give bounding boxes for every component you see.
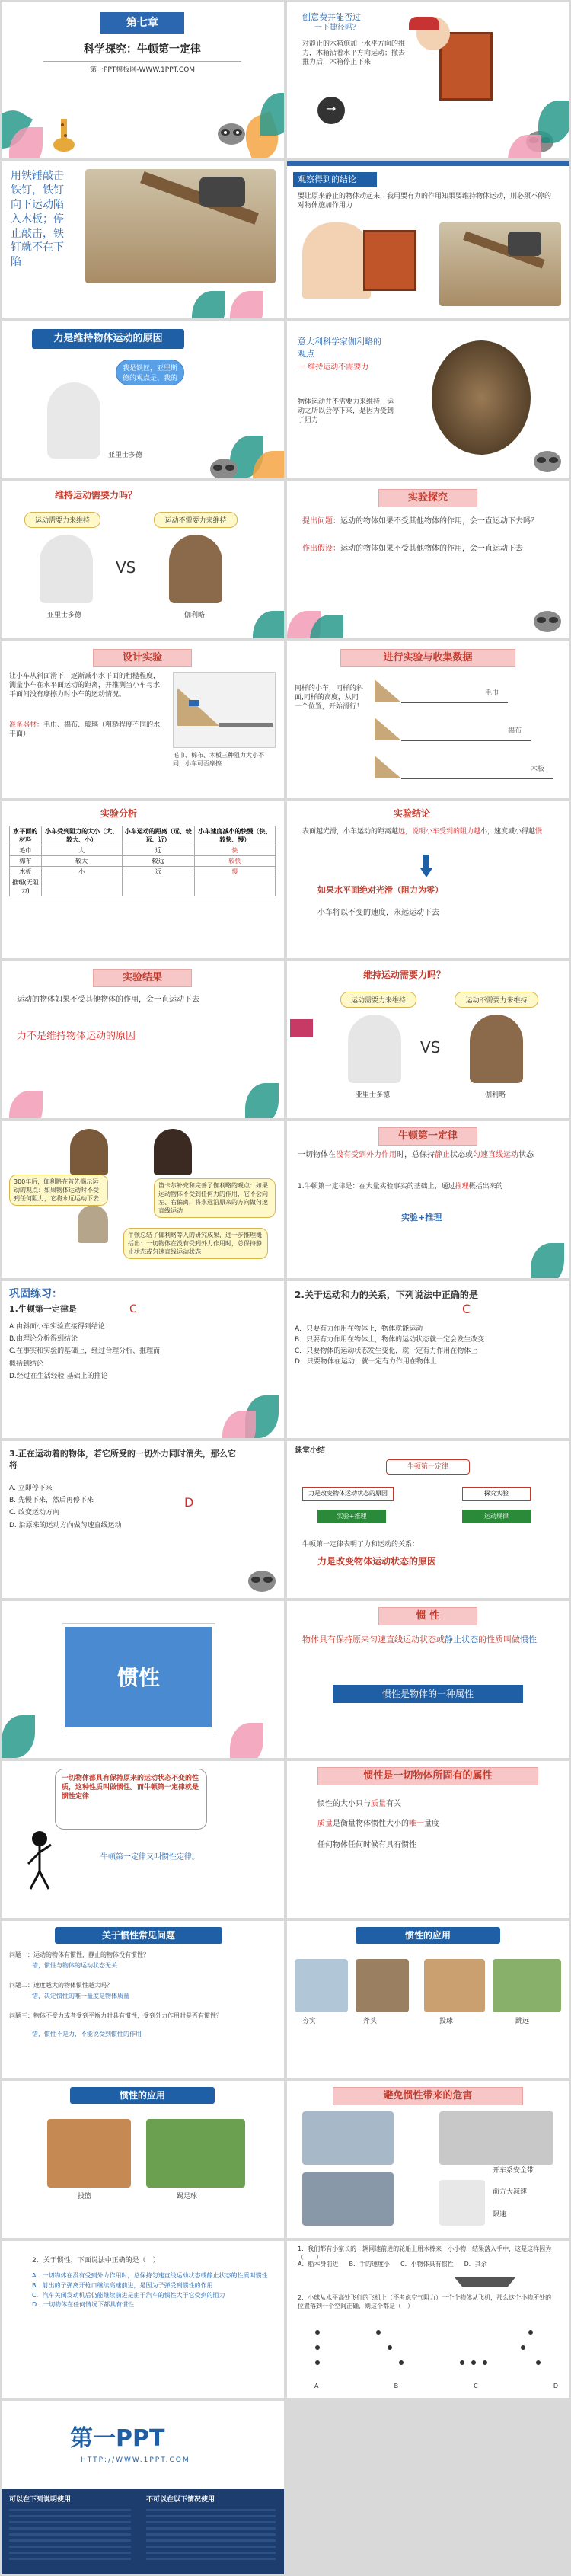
note-part-4: 概括出来的 [468,1183,503,1191]
caption-2: 前方大减速 [493,2188,528,2196]
center-node: 牛顿第一定律 [386,1459,470,1475]
bubble-galileo: 300年后，伽利略在首先揭示运动的观点：如果物体运动时不受到任何阻力，它将永远运动下去 [9,1175,108,1206]
option-c[interactable]: C．小物体具有惯性 [400,2261,454,2268]
label-hypothesis: 作出假设： [302,545,340,553]
section-bar: 实验结果 [93,969,192,987]
table-cell: 慢 [194,867,275,877]
slide-analysis-table[interactable] [2,801,284,958]
section-bar: 避免惯性带来的危害 [333,2087,523,2105]
photo-throw [424,1959,485,2012]
galileo-portrait [70,1129,108,1175]
speed-sign [439,2180,485,2226]
table-cell: 远 [122,867,194,877]
highlight: 力不是维持物体运动的原因 [17,1031,136,1042]
table-cell: 毛巾 [10,845,42,856]
leaf-decoration [222,1411,256,1438]
chapter-label: 第七章 [100,12,184,34]
label-materials: 准备器材： [9,721,44,729]
footer-right-lines [146,2509,276,2562]
slide-exercise-4[interactable] [2,2241,284,2398]
hammer-head [508,232,541,256]
newton-portrait [78,1205,108,1243]
photo-seatbelt [302,2111,394,2165]
option-b[interactable]: B．手的速度小 [349,2261,390,2268]
aristotle-portrait [40,535,93,603]
caption-1: 投篮 [78,2193,92,2200]
slide-versus[interactable] [2,481,284,638]
bubble-newton: 牛顿总结了伽利略等人的研究成果，进一步推理概括出：一切物体在没有受到外力作用时，总保持静止状态或匀速直线运动状态 [123,1228,268,1259]
leaf-decoration [245,1083,279,1118]
galileo-portrait [432,340,531,455]
option-a[interactable]: A. 立即停下来 [9,1485,53,1492]
line1-part-3: 有关 [386,1800,401,1808]
leaf-decoration [9,1091,43,1118]
table-cell: 近 [122,845,194,856]
site-label: 第一PPT模板网-WWW.1PPT.COM [89,66,196,74]
node-4: 运动规律 [462,1510,531,1523]
slide-inertia-title[interactable] [2,1601,284,1758]
option-b[interactable]: B．射出的子弹离开枪口继续高速前进，是因为子弹受到惯性的作用 [32,2281,213,2289]
photo-axe [356,1959,409,2012]
conclusion-part-4: 慢 [535,828,543,836]
name-right: 伽利略 [184,612,206,619]
node-1: 力是改变物体运动状态的原因 [302,1487,394,1501]
name-left: 亚里士多德 [47,612,82,619]
law-part-1: 一切物体在 [298,1151,336,1159]
table-cell: 棉布 [10,856,42,867]
answer-mark: C [129,1303,137,1315]
table-cell: 木板 [10,867,42,877]
slide-inertia-property[interactable] [287,1761,569,1918]
slide-inertia-def[interactable] [287,1601,569,1758]
option-a[interactable]: A.由斜面小车实验直接得到结论 [9,1323,105,1331]
caption-2: 踢足球 [177,2193,198,2200]
slide-versus-2[interactable] [287,961,569,1118]
slide-design-experiment[interactable] [2,641,284,798]
vs-label: VS [116,558,136,577]
law-part-2: 没有受到外力作用 [336,1151,397,1159]
inference: 小车将以不变的速度，永远运动下去 [317,909,439,917]
section-bar: 惯性是一切物体所固有的属性 [317,1767,538,1785]
table-row [10,856,276,867]
logo-url[interactable]: HTTP://WWW.1PPT.COM [81,2456,190,2464]
slide-body: 用铁锤敲击铁钉，铁钉向下运动陷入木板；停止敲击，铁钉就不在下陷 [11,170,64,269]
footer-left-lines [9,2509,131,2562]
table-cell [41,877,122,896]
note-part-3: 推理 [455,1183,469,1191]
label-d: D [553,2383,558,2389]
slide-hammer[interactable] [2,161,284,318]
table-cell: 小 [41,867,122,877]
slide-galileo[interactable] [287,321,569,478]
boat-image [455,2271,515,2287]
table-header: 小车速度减小的快慢（快、较快、慢） [194,826,275,845]
table-cell: 较大 [41,856,122,867]
bubble-right: 运动不需要力来维持 [154,512,238,528]
logo-area [2,2401,284,2489]
slide-conclusion-flow[interactable] [287,801,569,958]
red-tab [290,1019,313,1037]
speech-bubble [55,1769,207,1830]
caption-3: 投球 [439,2018,454,2025]
surface-label-cloth: 棉布 [508,727,522,735]
heading-line-1: 意大利科学家伽利略的 [298,337,381,347]
premise: 如果水平面绝对光滑（阻力为零） [317,885,443,895]
top-stripe [287,161,569,166]
caption: 毛巾、棉布、木板三种阻力大小不同，小车可否摩擦 [173,752,264,767]
giraffe-icon [47,116,81,146]
slide-history[interactable] [2,1121,284,1278]
paragraph: 同样的小车，同样的斜面,同样的高度，从同一个位置，开始滑行！ [295,685,364,711]
slide-title[interactable] [2,2,284,158]
table-header: 水平面的材料 [10,826,42,845]
caption-2: 斧头 [363,2018,378,2025]
leaf-decoration [253,611,284,638]
divider [43,61,241,62]
option-d[interactable]: D．一切物体在任何情况下都具有惯性 [32,2301,135,2309]
table-cell: 较远 [122,856,194,867]
def-part-4: 惯性 [520,1635,537,1644]
slide-body: 要让原来静止的物体动起来，我用要有力的作用知果要维持物体运动，则必须不停的对物体施加作用力 [298,193,552,210]
label-b: B [394,2383,399,2389]
slide-title-text: 科学探究：牛顿第一定律 [84,43,201,56]
answer-mark: D [184,1495,194,1510]
slide-faq[interactable] [2,1921,284,2078]
line1-part-2: 质量 [371,1800,386,1808]
stick-figure [24,1830,55,1890]
heading-line-2: 观点 [298,349,314,359]
note-part-2: 在大量实验事实的基础上，通过 [359,1183,455,1191]
line2-part-4: 量度 [424,1820,439,1828]
law-part-6: 匀速直线运动 [473,1151,518,1159]
surface-label-board: 木板 [531,765,545,773]
data-table [9,826,276,896]
leaf-decoration [230,291,263,318]
option-b[interactable]: B. 先慢下来，然后再停下来 [9,1497,94,1505]
raccoon-icon [531,603,564,634]
raccoon-icon [531,443,564,474]
slide-collect-data[interactable] [287,641,569,798]
raccoon-icon [245,1563,279,1593]
mat-note: （粗糙程度不同的水平面） [9,721,161,739]
section-bar: 设计实验 [93,649,192,667]
table-row [10,845,276,856]
section-bar: 惯 性 [378,1607,477,1625]
slide-footer[interactable] [2,2401,284,2574]
ramp-diagram [371,672,561,786]
slide-aristotle[interactable] [2,321,284,478]
person-name: 亚里士多德 [108,452,143,459]
option-b[interactable]: B.由理论分析得到结论 [9,1335,78,1344]
table-cell: 大 [41,845,122,856]
node-3: 实验+推理 [317,1510,386,1523]
photo-basketball [47,2119,131,2188]
faq-question-2: 问题二：速度越大的物体惯性越大吗？ [9,1982,113,1989]
slide-newton-law[interactable] [287,1121,569,1278]
table-cell [194,877,275,896]
footer-left-title: 可以在下列说明使用 [9,2496,72,2504]
viewpoint: 一 维持运动不需要力 [298,363,369,372]
summary-highlight: 力是改变物体运动状态的原因 [317,1556,437,1567]
slide-application-1[interactable] [287,1921,569,2078]
photo-ram [295,1959,348,2012]
logo-text: 第一PPT [70,2425,165,2452]
name-left: 亚里士多德 [356,1091,391,1099]
footer-right-title: 不可以在以下情况使用 [146,2496,215,2504]
text-hypothesis: 运动的物体如果不受其他物体的作用，会一直运动下去 [340,545,523,553]
title-card [62,1624,215,1731]
line2-part-2: 是衡量物体惯性大小的 [333,1820,409,1828]
arrow-icon: → [326,101,337,116]
section-label: 观察得到的结论 [293,172,377,187]
down-arrow-icon [420,855,432,877]
bubble-left: 运动需要力来维持 [24,512,100,528]
option-c[interactable]: C.在事实和实验的基础上，经过合理分析、推理而概括到结论 [9,1347,161,1368]
label-c: C [474,2383,478,2389]
slide-hazard[interactable] [287,2081,569,2238]
bubble-right: 运动不需要力来维持 [455,992,538,1008]
line3: 任何物体任何时候有具有惯性 [317,1841,416,1849]
section-bar: 关于惯性常见问题 [55,1927,222,1944]
photo-car [439,2111,553,2165]
slide-experiment-inquiry[interactable] [287,481,569,638]
slide-exercise-5[interactable] [287,2241,569,2398]
option-d[interactable]: D.经过在生活经验 基础上的推论 [9,1372,108,1380]
caption-1: 开车系安全带 [493,2167,534,2175]
option-d[interactable]: D．只要物体在运动，就一定有力作用在物体上 [295,1358,437,1366]
slide-push-box[interactable] [287,2,569,158]
slide-body: 物体运动并不需要力来维持，运动之所以会停下来，是因为受到了阻力 [298,398,394,425]
leaf-decoration [538,101,569,143]
footer-panel [2,2489,284,2574]
question: 3.正在运动着的物体，若它所受的一切外力同时消失，那么它将 [9,1449,236,1470]
vs-label: VS [420,1038,441,1056]
photo-bus [302,2172,394,2226]
slide-exercise-2[interactable] [287,1281,569,1438]
surface-label-towel: 毛巾 [485,689,499,697]
table-header: 小车受到阻力的大小（大、较大、小） [41,826,122,845]
title-text: 惯性 [116,1665,160,1690]
option-d[interactable]: D. 沿原来的运动方向做匀速直线运动 [9,1521,122,1529]
cap-image [409,17,439,30]
summary-title: 课堂小结 [295,1446,325,1455]
leaf-decoration [531,1243,564,1278]
option-c[interactable]: C．只要物体的运动状态发生变化，就一定有力作用在物体上 [295,1347,478,1355]
raccoon-icon [215,116,248,146]
leaf-decoration [2,1715,35,1758]
leaf-decoration [260,93,284,136]
question-line-1: 创意费并能否过 [302,12,361,22]
slide-conclusion[interactable] [287,161,569,318]
table-cell: 推理(无阻力) [10,877,42,896]
property-bar: 惯性是物体的一种属性 [333,1685,523,1703]
crate-image [363,230,416,291]
line2-part-3: 唯一 [409,1820,424,1828]
faq-answer-2: 错，决定惯性的唯一量度是物体质量 [32,1993,129,1999]
arrow-button[interactable] [317,97,345,124]
slide-experiment-result[interactable] [2,961,284,1118]
def-part-2: 静止状态 [445,1635,478,1644]
slide-exercise-1[interactable] [2,1281,284,1438]
raccoon-icon [207,451,241,478]
question: 1.牛顿第一定律是 [9,1304,77,1314]
slide-body: 对静止的木箱施加一水平方向的推力，木箱沿着水平方向运动；撤去推力后，木箱停止下来 [302,40,406,67]
table-header: 小车运动的距离（远、较远、近） [122,826,194,845]
option-d[interactable]: D．其余 [464,2261,487,2268]
answer-mark: C [462,1302,471,1316]
hammer-photo [85,169,276,283]
bubble-text: 一切物体都具有保持原来的运动状态不变的性质，这种性质叫做惯性。而牛顿第一定律就是惯性定律 [62,1775,199,1801]
mat-towel: 毛巾 [43,721,58,729]
option-a[interactable]: A．只要有力作用在物体上，物体就能运动 [295,1325,423,1333]
footnote: 牛顿第一定律又叫惯性定律。 [100,1853,199,1862]
def-part-1: 物体具有保持原来匀速直线运动状态或 [302,1635,445,1644]
mat-cloth: 、棉布、 [57,721,85,729]
option-c[interactable]: C. 改变运动方向 [9,1509,60,1517]
section-bar: 实验分析 [100,808,138,819]
faq-answer-3: 错，惯性不是力，不能说受到惯性的作用 [32,2031,142,2037]
descartes-portrait [154,1129,192,1175]
table-cell: 快 [194,845,275,856]
paragraph: 让小车从斜面滑下，逐渐减小水平面的粗糙程度，测量小车在水平面运动的距离，并推测当小车与水平面间没有摩擦力时小车的运动情况。 [9,673,161,699]
galileo-portrait [169,535,222,603]
conclusion-part-1: 表面越光滑，小车运动的距离越 [302,828,399,836]
option-b[interactable]: B．只要有力作用在物体上，物体的运动状态就一定会发生改变 [295,1336,485,1344]
bubble-left: 运动需要力来维持 [340,992,416,1008]
question-2: 2．小球从水平高处飞行的飞机上（不考虑空气阻力）一个个物体从飞机，那么这个小物所处的位置落到一个空间正确，则这个都是（ ） [298,2294,552,2309]
section-bar: 牛顿第一定律 [378,1127,477,1146]
table-cell [122,877,194,896]
note-part-1: 1.牛顿第一定律是： [298,1183,359,1191]
caption-3: 限速 [493,2211,507,2219]
option-c[interactable]: C．汽车关闭发动机后仍能继续前进是由于汽车的惯性大于它受到的阻力 [32,2291,225,2299]
exercise-title: 巩固练习： [9,1288,62,1300]
paragraph: 运动的物体如果不受其他物体的作用，会一直运动下去 [17,996,199,1004]
law-part-4: 静止 [435,1151,450,1159]
section-bar: 进行实验与收集数据 [340,649,515,667]
label-a: A [314,2383,319,2389]
def-part-3: 的性质叫做 [478,1635,520,1644]
slide-inertia-law[interactable] [2,1761,284,1918]
table-row [10,877,276,896]
table-cell: 较快 [194,856,275,867]
person-image [302,222,371,299]
aristotle-portrait [47,382,100,459]
leaf-decoration [508,135,541,158]
leaf-decoration [230,1723,263,1758]
banner: 力是维持物体运动的原因 [32,329,184,349]
name-right: 伽利略 [485,1091,506,1099]
node-2: 探究实验 [462,1487,531,1501]
line1-part-1: 惯性的大小只与 [317,1800,371,1808]
hammer-head [199,177,245,207]
experiment-image [173,672,276,748]
question-line-2: 一下捷径吗？ [314,24,360,32]
mat-glass: 玻璃 [85,721,99,729]
aristotle-portrait [348,1015,401,1083]
question: 维持运动需要力吗？ [55,490,138,500]
slide-application-2[interactable] [2,2081,284,2238]
faq-answer-1: 错，惯性与物体的运动状态无关 [32,1962,117,1969]
caption-1: 夯实 [302,2018,317,2025]
table-row [10,867,276,877]
text-question: 运动的物体如果不受其他物体的作用，会一直运动下去吗？ [340,517,538,526]
question-1: 1．我们都有小家长的一辆同速前进的轮船上用木棒来一小小物，结果落入手中，这是这样因为（ ） [298,2245,552,2261]
summary-line: 牛顿第一定律表明了力和运动的关系： [302,1541,419,1548]
section-bar: 惯性的应用 [70,2087,215,2104]
photo-jump [493,1959,561,2012]
dot-diagram [310,2325,553,2378]
line2-part-1: 质量 [317,1820,333,1828]
law-part-5: 状态或 [450,1151,473,1159]
option-a[interactable]: A．一切物体在没有受到外力作用时，总保持匀速直线运动状态或静止状态的性质叫惯性 [32,2272,268,2279]
law-part-7: 状态 [518,1151,534,1159]
question: 2.关于运动和力的关系，下列说法中正确的是 [295,1290,478,1300]
law-part-3: 时，总保持 [397,1151,435,1159]
question: 2．关于惯性，下面说法中正确的是（ ） [32,2257,160,2264]
speech-bubble: 我是铁匠，亚里斯德的观点是、我的 [116,360,184,385]
leaf-decoration [192,291,225,318]
conclusion-part-2: 远，说明小车受到的阻力越 [398,828,481,836]
section-bar: 实验探究 [378,489,477,507]
conclusion-part-3: 小，速度减小得越 [480,828,536,836]
option-a[interactable]: A．船本身前进 [298,2261,339,2268]
faq-question-1: 问题一：运动的物体有惯性，静止的物体没有惯性？ [9,1951,149,1958]
method-label: 实验+推理 [401,1213,442,1222]
photo-soccer [146,2119,245,2188]
section-bar: 惯性的应用 [356,1927,500,1944]
bubble-descartes: 笛卡尔补充和完善了伽利略的观点：如果运动物体不受到任何力的作用，它不会向左、右偏离，将永远沿原来的方向做匀速直线运动 [154,1178,276,1218]
galileo-portrait [470,1015,523,1083]
slide-summary[interactable] [287,1441,569,1598]
hammer-photo [439,222,561,306]
label-question: 提出问题： [302,517,340,526]
slide-exercise-3[interactable] [2,1441,284,1598]
question: 维持运动需要力吗？ [363,970,446,980]
section-bar: 实验结论 [394,808,431,819]
caption-4: 跳远 [515,2018,530,2025]
faq-question-3: 问题三：物体不受力或者受到平衡力时具有惯性，受到外力作用时是否有惯性？ [9,2012,222,2019]
